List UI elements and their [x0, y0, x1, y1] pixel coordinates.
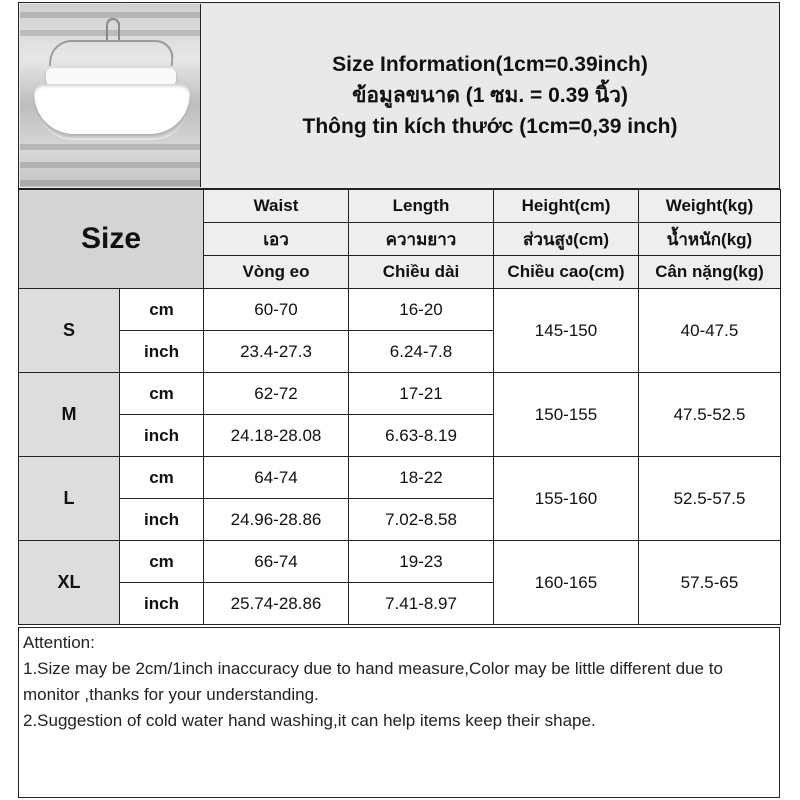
header-titles: [201, 4, 779, 187]
height-range: 155-160: [494, 457, 639, 541]
waist-inch: 23.4-27.3: [204, 331, 349, 373]
note-line-2: 2.Suggestion of cold water hand washing,it can help items keep their shape.: [23, 711, 596, 730]
col-height-vi: Chiều cao(cm): [494, 256, 639, 289]
unit-inch: inch: [120, 499, 204, 541]
weight-range: 47.5-52.5: [639, 373, 781, 457]
waist-cm: 60-70: [204, 289, 349, 331]
col-length-th: ความยาว: [349, 223, 494, 256]
col-length-vi: Chiều dài: [349, 256, 494, 289]
height-range: 150-155: [494, 373, 639, 457]
weight-range: 52.5-57.5: [639, 457, 781, 541]
waist-inch: 24.96-28.86: [204, 499, 349, 541]
col-waist-th: เอว: [204, 223, 349, 256]
waist-inch: 24.18-28.08: [204, 415, 349, 457]
title-vietnamese: Thông tin kích thước (1cm=0,39 inch): [302, 115, 678, 138]
hanger-icon: [49, 40, 176, 66]
unit-cm: cm: [120, 541, 204, 583]
attention-notes: [18, 627, 780, 798]
col-height-th: ส่วนสูง(cm): [494, 223, 639, 256]
length-cm: 16-20: [349, 289, 494, 331]
unit-cm: cm: [120, 457, 204, 499]
note-line-1: 1.Size may be 2cm/1inch inaccuracy due to hand measure,Color may be little different due to monitor ,thanks for your understanding.: [23, 659, 723, 704]
unit-cm: cm: [120, 373, 204, 415]
table-row: [19, 457, 781, 499]
table-row: [19, 541, 781, 583]
length-inch: 6.63-8.19: [349, 415, 494, 457]
unit-inch: inch: [120, 331, 204, 373]
length-inch: 7.02-8.58: [349, 499, 494, 541]
col-height-en: Height(cm): [494, 190, 639, 223]
unit-inch: inch: [120, 415, 204, 457]
waist-cm: 62-72: [204, 373, 349, 415]
length-cm: 18-22: [349, 457, 494, 499]
col-weight-th: น้ำหนัก(kg): [639, 223, 781, 256]
size-column-header: Size: [19, 190, 204, 289]
product-photo: [20, 4, 201, 187]
table-row: [19, 373, 781, 415]
col-waist-vi: Vòng eo: [204, 256, 349, 289]
size-table: [18, 189, 781, 625]
size-label-s: S: [19, 289, 120, 373]
notes-heading: Attention:: [23, 633, 95, 652]
size-label-l: L: [19, 457, 120, 541]
length-cm: 17-21: [349, 373, 494, 415]
size-label-xl: XL: [19, 541, 120, 625]
height-range: 145-150: [494, 289, 639, 373]
waist-cm: 64-74: [204, 457, 349, 499]
length-inch: 6.24-7.8: [349, 331, 494, 373]
weight-range: 57.5-65: [639, 541, 781, 625]
unit-inch: inch: [120, 583, 204, 625]
title-english: Size Information(1cm=0.39inch): [332, 53, 648, 76]
unit-cm: cm: [120, 289, 204, 331]
hanger-hook-icon: [106, 18, 120, 42]
weight-range: 40-47.5: [639, 289, 781, 373]
length-inch: 7.41-8.97: [349, 583, 494, 625]
col-waist-en: Waist: [204, 190, 349, 223]
table-row: [19, 289, 781, 331]
size-label-m: M: [19, 373, 120, 457]
col-weight-en: Weight(kg): [639, 190, 781, 223]
length-cm: 19-23: [349, 541, 494, 583]
col-weight-vi: Cân nặng(kg): [639, 256, 781, 289]
col-length-en: Length: [349, 190, 494, 223]
waist-inch: 25.74-28.86: [204, 583, 349, 625]
waist-cm: 66-74: [204, 541, 349, 583]
height-range: 160-165: [494, 541, 639, 625]
title-thai: ข้อมูลขนาด (1 ซม. = 0.39 นิ้ว): [352, 84, 628, 107]
